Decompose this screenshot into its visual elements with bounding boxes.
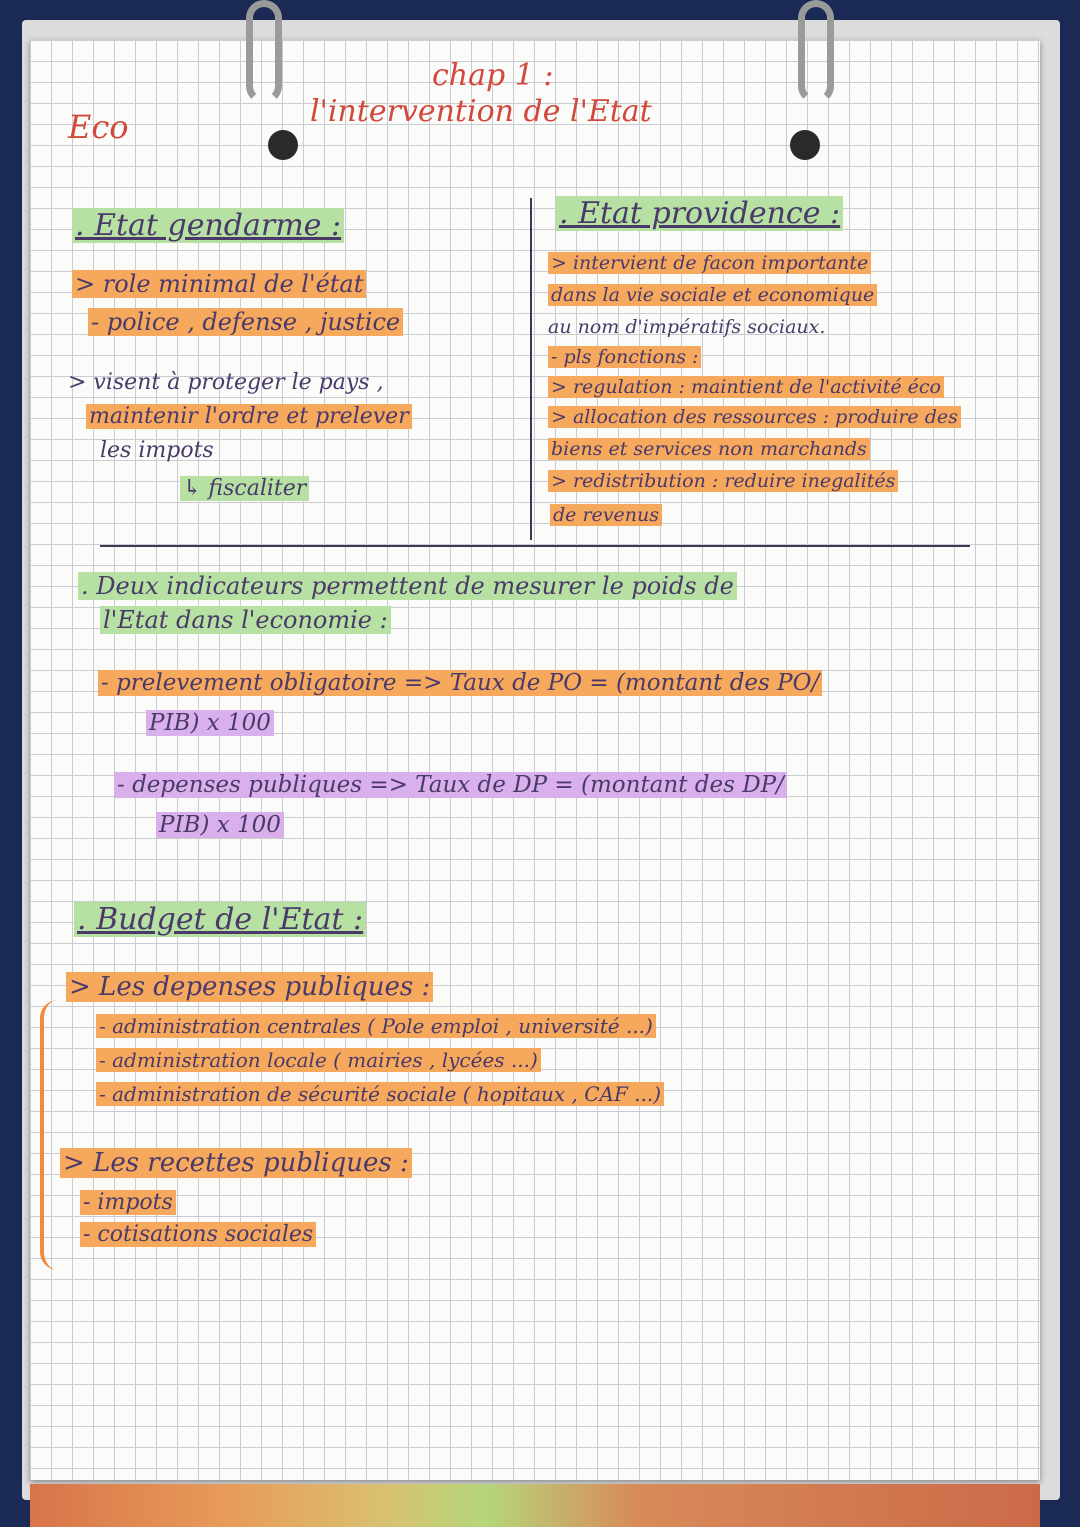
chapter-title: l'intervention de l'Etat: [310, 94, 652, 129]
providence-line: > allocation des ressources : produire des: [548, 406, 961, 429]
dp-formula: - depenses publiques => Taux de DP = (montant des DP/: [114, 772, 787, 800]
gendarme-title: . Etat gendarme :: [72, 208, 344, 244]
depense-item: - administration centrales ( Pole emploi , université ...): [96, 1014, 656, 1038]
providence-line: - pls fonctions :: [548, 346, 701, 369]
dp-formula: PIB) x 100: [156, 812, 284, 840]
providence-title: . Etat providence :: [556, 196, 843, 232]
po-formula: - prelevement obligatoire => Taux de PO = (montant des PO/: [98, 670, 822, 698]
gendarme-line: - police , defense , justice: [88, 308, 403, 337]
gendarme-line: > role minimal de l'état: [72, 270, 366, 299]
column-divider: [530, 198, 532, 540]
binder-ring-left: [246, 0, 282, 104]
providence-line: biens et services non marchands: [548, 438, 870, 461]
binder-ring-right: [798, 0, 834, 104]
binder-hole-right: [790, 130, 820, 160]
budget-title: . Budget de l'Etat :: [74, 902, 366, 938]
depenses-title: > Les depenses publiques :: [66, 972, 433, 1003]
stacked-pages-edge: [30, 1484, 1040, 1527]
providence-line: de revenus: [550, 504, 662, 527]
providence-line: > intervient de facon importante: [548, 252, 871, 275]
binder-hole-left: [268, 130, 298, 160]
recettes-title: > Les recettes publiques :: [60, 1148, 412, 1179]
providence-line: > redistribution : reduire inegalités: [548, 470, 898, 493]
subject-label: Eco: [68, 108, 129, 146]
gendarme-line: > visent à proteger le pays ,: [68, 370, 384, 395]
recette-item: - cotisations sociales: [80, 1222, 316, 1248]
gendarme-line: ↳ fiscaliter: [180, 476, 309, 502]
gendarme-line: les impots: [100, 438, 214, 463]
section-divider: [100, 545, 970, 547]
gendarme-line: maintenir l'ordre et prelever: [86, 404, 412, 430]
po-formula: PIB) x 100: [146, 710, 274, 738]
indicators-title: l'Etat dans l'economie :: [100, 606, 391, 635]
budget-brace: [40, 1000, 62, 1270]
depense-item: - administration de sécurité sociale ( hopitaux , CAF ...): [96, 1082, 664, 1106]
providence-line: au nom d'impératifs sociaux.: [548, 316, 826, 338]
recette-item: - impots: [80, 1190, 176, 1216]
notebook-page: [30, 40, 1040, 1480]
indicators-title: . Deux indicateurs permettent de mesurer le poids de: [78, 572, 737, 601]
providence-line: > regulation : maintient de l'activité éco: [548, 376, 944, 399]
chapter-label: chap 1 :: [432, 58, 554, 93]
depense-item: - administration locale ( mairies , lycées ...): [96, 1048, 541, 1072]
providence-line: dans la vie sociale et economique: [548, 284, 877, 307]
